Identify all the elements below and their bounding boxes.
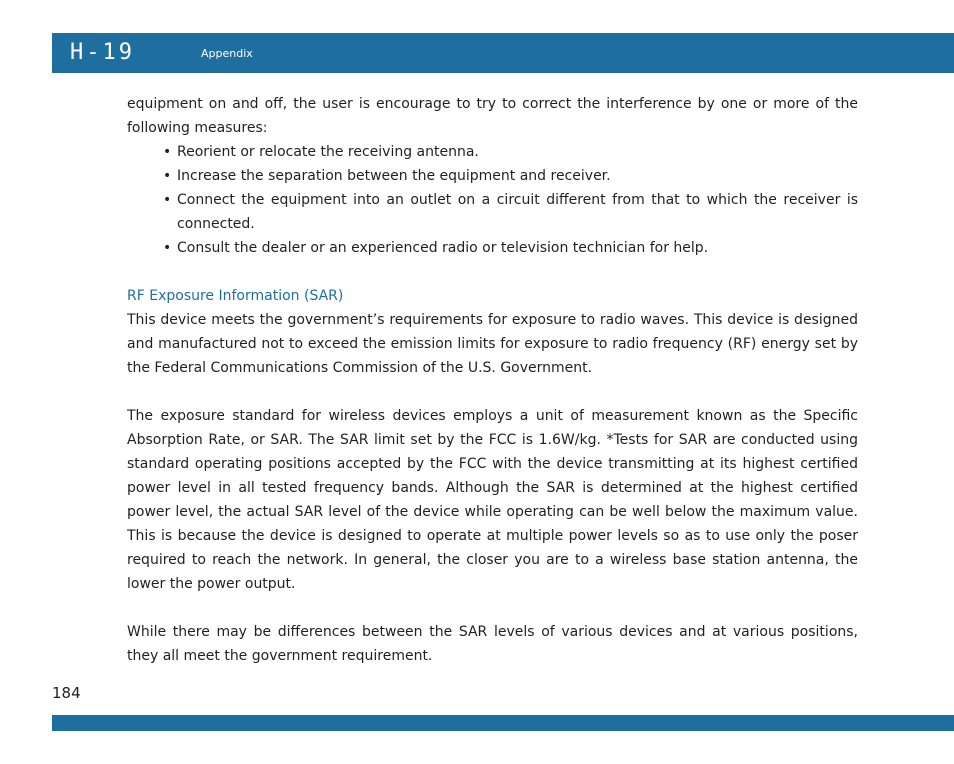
intro-paragraph: equipment on and off, the user is encourage to try to correct the interference by one or more of the following measures: [127,96,858,136]
bullet-icon: • [163,144,172,160]
list-item-text: Consult the dealer or an experienced radio or television technician for help. [177,240,709,256]
list-item [163,188,858,236]
rf-paragraph-2: The exposure standard for wireless devices employs a unit of measurement known as the Specific Absorption Rate, or SAR. The SAR limit set by the FCC is 1.6W/kg. *Tests for SAR are conducted using standard operating positions accepted by the FCC with the device transmitting at its highest certified power level in all tested frequency bands. Although the SAR is determined at the highest certified power level, the actual SAR level of the device while operating can be well below the maximum value. This is because the device is designed to operate at multiple power levels so as to use only the poser required to reach the network. In general, the closer you are to a wireless base station antenna, the lower the power output. [127,408,858,592]
spacer [127,260,858,284]
bullet-icon: • [163,168,172,184]
section-label: Appendix [201,47,253,60]
model-title: H-19 [70,40,135,65]
list-item [163,140,858,164]
page-content [127,92,858,668]
bullet-icon: • [163,192,172,208]
list-item [163,236,858,260]
list-item-text: Connect the equipment into an outlet on a circuit different from that to which the receiver is connected. [177,192,858,232]
rf-paragraph-1: This device meets the government’s requirements for exposure to radio waves. This device is designed and manufactured not to exceed the emission limits for exposure to radio frequency (RF) energy set by the Federal Communications Commission of the U.S. Government. [127,312,858,376]
page-number: 184 [52,684,81,702]
header-bar [52,33,954,73]
measures-list [127,140,858,260]
bullet-icon: • [163,240,172,256]
list-item [163,164,858,188]
list-item-text: Increase the separation between the equipment and receiver. [177,168,611,184]
rf-paragraph-3: While there may be differences between the SAR levels of various devices and at various positions, they all meet the government requirement. [127,624,858,664]
spacer [127,596,858,620]
spacer [127,380,858,404]
list-item-text: Reorient or relocate the receiving antenna. [177,144,479,160]
section-heading: RF Exposure Information (SAR) [127,288,344,304]
footer-bar [52,715,954,731]
